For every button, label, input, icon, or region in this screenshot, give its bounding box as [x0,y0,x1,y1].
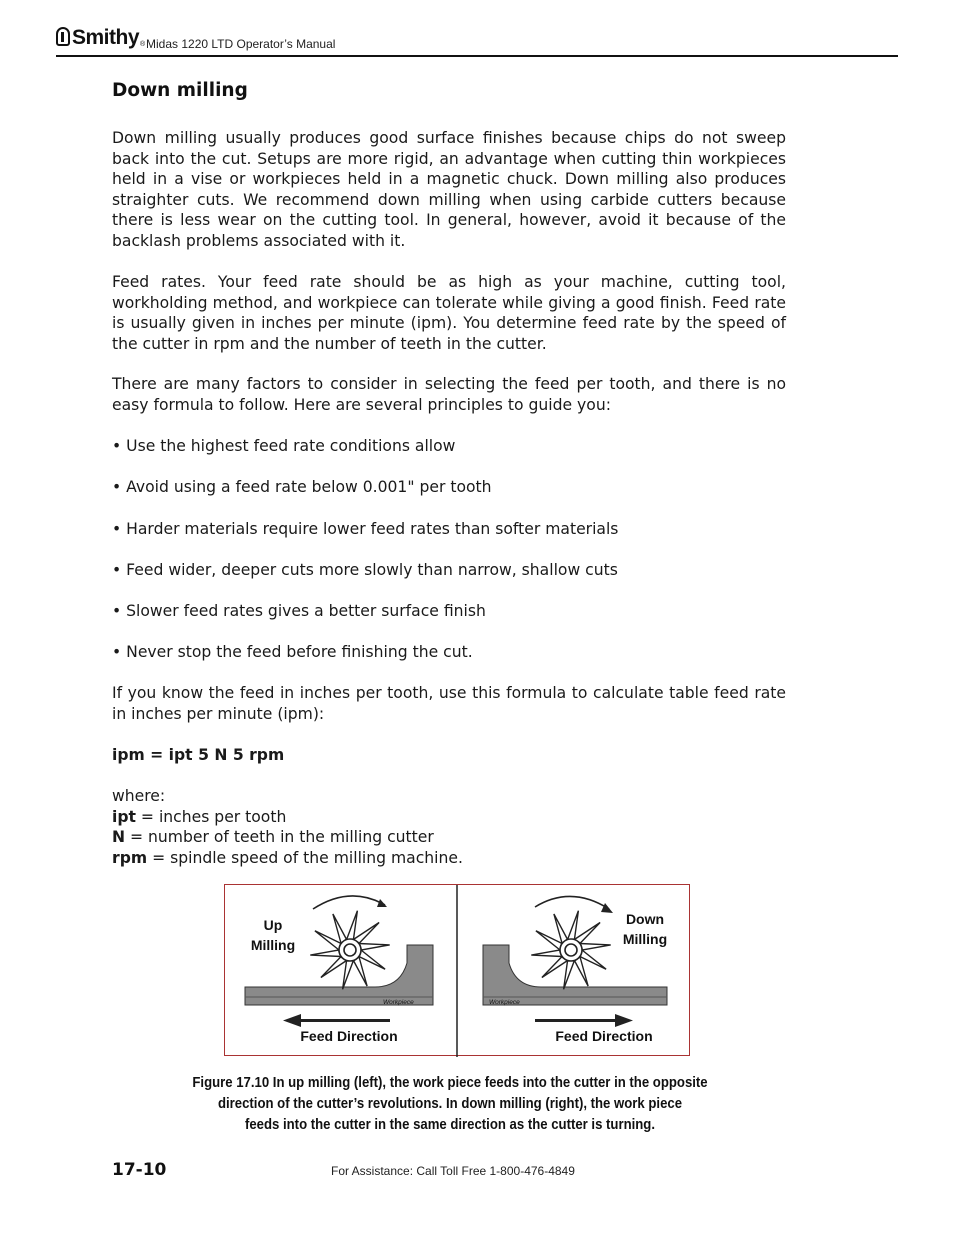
cutter-tooth [354,957,367,987]
cutter-tooth [343,961,354,990]
cutter-tooth [315,931,341,950]
rotation-arrow-icon [535,896,609,909]
cutter-tooth [542,957,568,978]
logo-text: Smithy [72,26,140,49]
milling-label: Milling [250,937,296,953]
milling-diagram [225,885,691,1057]
cutter-tooth [359,950,385,969]
bullet-item: • Harder materials require lower feed rates than softer materials [112,520,619,538]
paragraph-formula-intro: If you know the feed in inches per tooth, use this formula to calculate table feed rate in inches per minute (ipm): [112,684,786,723]
caption-line: Figure 17.10 In up milling (left), the work piece feeds into the cutter in the opposite [192,1075,708,1091]
definition-text: = number of teeth in the milling cutter [125,828,434,846]
rotation-arrowhead-icon [377,899,387,907]
cutter-tooth [564,961,575,990]
down-milling-panel [483,896,667,1044]
definition-text: = inches per tooth [135,808,287,826]
cutter-tooth [321,957,347,978]
smithy-logo-icon [56,27,70,46]
feed-arrow-shaft-icon [535,1019,619,1022]
paragraph-feed-rates: Feed rates. Your feed rate should be as high as your machine, cutting tool, workholding method, and workpiece can tolerate while giving a good finish. Feed rate is usually given in inches per minute (ipm). You determine feed rate by the speed of the cutter in rpm and the number of teeth in the cutter. [112,273,786,353]
bullet-item: • Slower feed rates gives a better surface finish [112,602,486,620]
workpiece-label: Workpiece [489,999,520,1006]
formula: ipm = ipt 5 N 5 rpm [112,746,285,764]
bullet-item: • Use the highest feed rate conditions allow [112,437,456,455]
cutter-tooth [580,950,606,969]
feed-arrowhead-left-icon [283,1014,301,1027]
milling-figure [224,884,690,1056]
rotation-arrow-icon [313,896,385,909]
cutter-tooth [575,957,588,987]
bullet-item: • Never stop the feed before finishing the cut. [112,643,473,661]
milling-label: Milling [622,931,668,947]
definition-text: = spindle speed of the milling machine. [147,849,463,867]
cutter-tooth [536,931,562,950]
cutter-tooth [568,911,579,940]
definition-ipt [112,807,786,828]
cutter-tooth [353,923,379,944]
figure-caption [165,1073,735,1136]
feed-direction-label: Feed Direction [555,1028,653,1044]
smithy-logo [56,26,145,50]
page-number: 17-10 [112,1160,167,1180]
workpiece-label: Workpiece [383,999,414,1006]
header-rule [56,55,898,57]
where-label: where: [112,787,166,805]
cutter-tooth [580,944,611,950]
cutter-icon [531,911,610,990]
cutter-tooth [531,950,562,956]
caption-line: feeds into the cutter in the same direction as the cutter is turning. [244,1117,656,1133]
definition-rpm [112,848,786,869]
cutter-icon [310,911,389,990]
definition-term: ipt [112,808,136,826]
registered-mark: ® [140,41,145,48]
paragraph-down-milling: Down milling usually produces good surface finishes because chips do not sweep back into the cut. Setups are more rigid, an advantage when cutting thin workpieces held in a vise or workpieces held in a magnetic chuck. Down milling also produces straighter cuts. We recommend down milling when using carbide cutters because there is less wear on the cutting tool. In general, however, avoid it because of the backlash problems associated with it. [112,129,786,250]
assistance-text: For Assistance: Call Toll Free 1-800-476-4849 [331,1164,575,1178]
up-milling-panel [245,896,433,1044]
definition-term: N [112,828,126,846]
up-label: Up [263,917,283,933]
page-header [56,26,898,56]
feed-arrow-shaft-icon [297,1019,390,1022]
cutter-tooth [554,914,567,944]
bullet-item: • Feed wider, deeper cuts more slowly than narrow, shallow cuts [112,561,618,579]
cutter-tooth [310,950,341,956]
paragraph-factors: There are many factors to consider in selecting the feed per tooth, and there is no easy formula to follow. Here are several principles to guide you: [112,375,786,414]
cutter-tooth [359,944,390,950]
caption-line: direction of the cutter’s revolutions. In down milling (right), the work piece [217,1096,683,1112]
cutter-tooth [574,923,600,944]
feed-direction-label: Feed Direction [300,1028,398,1044]
definition-n [112,827,786,848]
cutter-tooth [347,911,358,940]
section-title: Down milling [112,80,248,101]
cutter-tooth [333,914,346,944]
manual-title: Midas 1220 LTD Operator’s Manual [146,37,336,51]
down-label: Down [625,911,665,927]
feed-arrowhead-right-icon [615,1014,633,1027]
bullet-item: • Avoid using a feed rate below 0.001" per tooth [112,478,492,496]
definition-term: rpm [112,849,148,867]
